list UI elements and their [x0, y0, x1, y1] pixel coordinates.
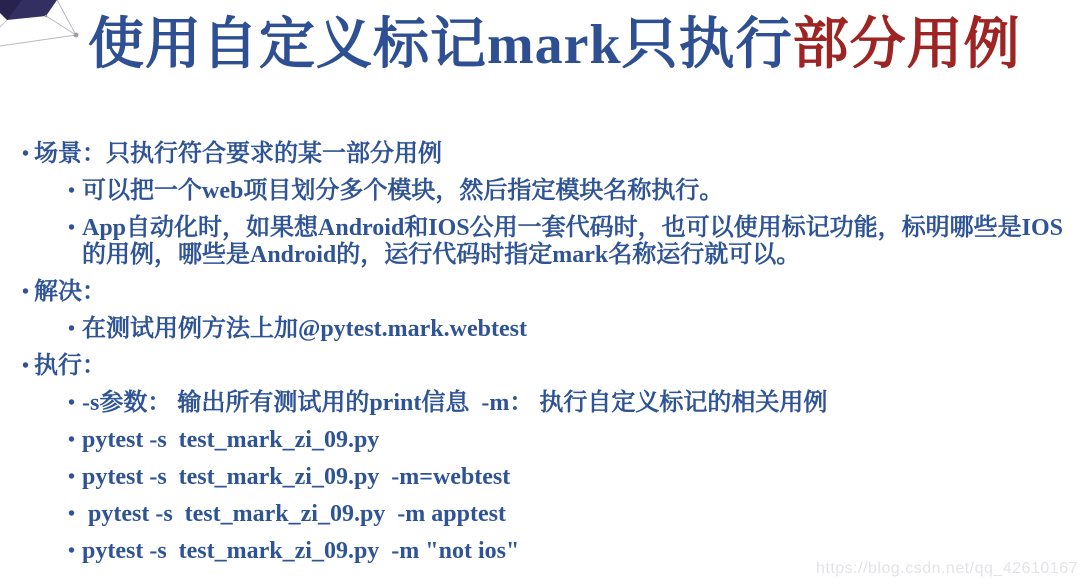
list-item	[68, 501, 1070, 528]
list-item	[68, 215, 1070, 269]
bullet-icon: •	[22, 281, 30, 303]
bullet-icon: •	[68, 503, 76, 525]
bullet-icon: •	[68, 466, 76, 488]
low-poly-corner-decoration-icon	[0, 0, 92, 62]
list-item-text: 在测试用例方法上加@pytest.mark.webtest	[82, 316, 527, 342]
bullet-icon: •	[68, 217, 76, 239]
list-item-text: 可以把一个web项目划分多个模块，然后指定模块名称执行。	[82, 178, 724, 204]
list-item	[22, 141, 1070, 168]
list-item	[68, 178, 1070, 205]
bullet-icon: •	[68, 540, 76, 562]
bullet-icon: •	[22, 355, 30, 377]
bullet-icon: •	[68, 180, 76, 202]
bullet-list	[0, 141, 1084, 575]
list-item-text: App自动化时，如果想Android和IOS公用一套代码时，也可以使用标记功能，标明哪些是IOS的用例，哪些是Android的，运行代码时指定mark名称运行就可以。	[82, 215, 1063, 268]
list-item-text: pytest -s test_mark_zi_09.py -m apptest	[82, 501, 506, 527]
list-item-text: 解决：	[34, 279, 106, 305]
list-item	[22, 353, 1070, 380]
list-item-text: 场景：只执行符合要求的某一部分用例	[34, 141, 442, 167]
list-item-text: -s参数： 输出所有测试用的print信息 -m： 执行自定义标记的相关用例	[82, 390, 828, 416]
list-item-text: 执行：	[34, 353, 106, 379]
slide-title-main: 使用自定义标记mark只执行	[88, 14, 793, 76]
list-item	[68, 427, 1070, 454]
list-item-text: pytest -s test_mark_zi_09.py -m=webtest	[82, 464, 511, 490]
bullet-icon: •	[22, 143, 30, 165]
list-item	[68, 390, 1070, 417]
list-item	[22, 279, 1070, 306]
list-item	[68, 464, 1070, 491]
list-item	[68, 316, 1070, 343]
bullet-icon: •	[68, 429, 76, 451]
watermark-url: https://blog.csdn.net/qq_42610167	[815, 560, 1078, 577]
bullet-icon: •	[68, 392, 76, 414]
list-item-text: pytest -s test_mark_zi_09.py -m "not ios"	[82, 538, 520, 564]
slide-title	[88, 12, 1021, 79]
list-item-text: pytest -s test_mark_zi_09.py	[82, 427, 380, 453]
slide-title-highlight: 部分用例	[792, 14, 1021, 76]
bullet-icon: •	[68, 318, 76, 340]
